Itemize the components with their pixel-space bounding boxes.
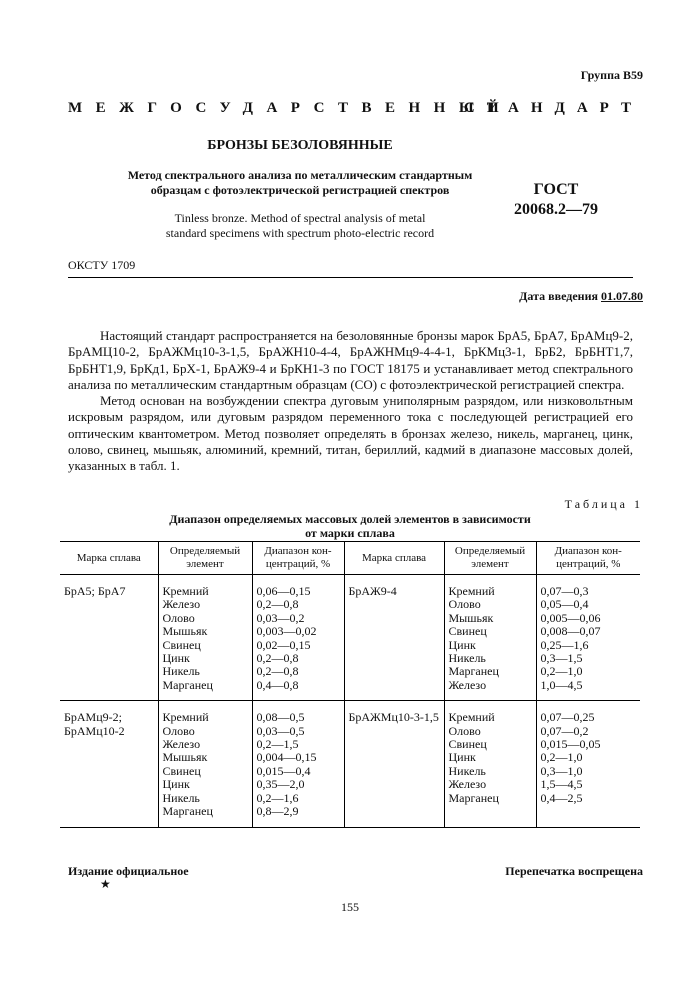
header-element: Определяемый элемент [444,542,536,575]
element-name: Железо [162,597,201,612]
range-value: 0,2—1,0 [540,750,583,765]
element-name: Олово [448,723,481,738]
range-value: 0,02—0,15 [256,637,311,652]
range-value: 0,3—1,5 [540,651,583,666]
table-header-row [60,542,640,575]
alloy-name: БрА5; БрА7 [64,584,126,598]
star-icon: ★ [100,877,111,891]
interstate-label: МЕЖГОСУДАРСТВЕННЫЙ [68,100,513,116]
header-divider [68,277,633,278]
paragraph: Настоящий стандарт распространяется на безоловянные бронзы марок БрА5, БрА7, БрАМц9-2, БрАМЦ10-2, БрАЖМц10-3-1,5, БрАЖН10-4-4, БрАЖНМц9-4-4-1, БрКМц3-1, БрБ2, БрБНТ1,7, БрБНТ1,9, БрКд1, БрХ-1, БрАЖ9-4 и БрКН1-3 по ГОСТ 18175 и устанавливает метод спектрального анализа по металлическим стандартным образцам (СО) с фотоэлектрической регистрацией спектра. [68,328,633,392]
range-value: 0,03—0,5 [256,723,305,738]
table-caption-line: от марки сплава [305,526,395,540]
element-name: Никель [162,790,200,805]
elements-cell [158,701,252,827]
table-number: Таблица 1 [564,497,643,511]
range-value: 0,2—1,6 [256,790,299,805]
range-value: 0,8—2,9 [256,804,299,819]
english-title [90,211,510,241]
element-name: Кремний [448,584,495,598]
english-title-line: Tinless bronze. Method of spectral analysis of metal [174,211,426,225]
range-value: 0,06—0,15 [256,584,311,598]
table-row [60,701,640,827]
table-row [60,575,640,701]
page-number: 155 [341,900,359,914]
introduction-date-value: 01.07.80 [601,289,643,303]
header-range: Диапазон кон-центраций, % [536,542,640,575]
element-name: Кремний [162,710,209,725]
range-value: 0,07—0,2 [540,723,589,738]
header-element: Определяемый элемент [158,542,252,575]
element-name: Олово [162,610,195,625]
gost-number: 20068.2—79 [514,201,598,218]
element-name: Марганец [162,677,213,692]
element-name: Марганец [448,664,499,679]
element-name: Никель [162,664,200,679]
element-name: Никель [448,651,486,666]
elements-cell [158,575,252,701]
alloy-cell [60,575,158,701]
range-value: 0,4—2,5 [540,790,583,805]
range-value: 0,2—0,8 [256,651,299,666]
document-title: БРОНЗЫ БЕЗОЛОВЯННЫЕ [207,138,393,153]
subtitle-line: Метод спектрального анализа по металлическим стандартным [127,168,473,182]
range-value: 0,003—0,02 [256,624,317,639]
element-name: Железо [162,737,201,752]
range-value: 0,3—1,0 [540,763,583,778]
alloy-name: БрАМц10-2 [64,723,125,738]
elements-cell [444,701,536,827]
element-name: Цинк [448,637,476,652]
range-value: 0,2—1,5 [256,737,299,752]
range-value: 0,03—0,2 [256,610,305,625]
range-value: 0,2—0,8 [256,597,299,612]
introduction-date-label: Дата введения [519,289,601,303]
paragraph: Метод основан на возбуждении спектра дуговым униполярным разрядом, или низковольтным искровым разрядом, или дуговым разрядом переменного тока с последующей регистрацией его оптическим квантометром. Метод позволяет определять в бронзах железо, никель, марганец, цинк, олово, свинец, мышьяк, алюминий, кремний, титан, бериллий, кадмий в диапазоне массовых долей, указанных в табл. 1. [68,393,633,474]
table-caption-line: Диапазон определяемых массовых долей элементов в зависимости [169,512,531,526]
group-code: Группа В59 [580,68,643,82]
element-name: Цинк [162,777,190,792]
alloy-cell [60,701,158,827]
element-name: Мышьяк [162,624,208,639]
range-value: 0,25—1,6 [540,637,589,652]
element-name: Свинец [448,624,487,639]
element-name: Олово [448,597,481,612]
ranges-table [60,541,640,828]
range-value: 0,07—0,3 [540,584,589,598]
element-name: Олово [162,723,195,738]
range-value: 0,2—0,8 [256,664,299,679]
alloy-cell [344,575,444,701]
header-alloy: Марка сплава [344,542,444,575]
ranges-cell [252,701,344,827]
element-name: Железо [448,777,487,792]
oksty-code: ОКСТУ 1709 [68,258,136,272]
header-alloy: Марка сплава [60,542,158,575]
ranges-cell [252,575,344,701]
official-edition: Издание официальное [68,864,189,878]
range-value: 0,2—1,0 [540,664,583,679]
element-name: Никель [448,763,486,778]
element-name: Мышьяк [448,610,494,625]
range-value: 0,008—0,07 [540,624,601,639]
range-value: 0,08—0,5 [256,710,305,725]
gost-label: ГОСТ [533,181,579,198]
element-name: Свинец [162,763,201,778]
range-value: 0,005—0,06 [540,610,601,625]
range-value: 0,05—0,4 [540,597,589,612]
standard-label: СТАНДАРТ [463,100,643,116]
range-value: 0,07—0,25 [540,710,595,725]
table-caption [120,512,580,540]
element-name: Кремний [162,584,209,598]
alloy-cell [344,701,444,827]
element-name: Кремний [448,710,495,725]
introduction-date [519,289,643,304]
element-name: Марганец [448,790,499,805]
range-value: 0,4—0,8 [256,677,299,692]
document-subtitle [90,168,510,198]
gost-designation [496,180,616,220]
alloy-name: БрАЖ9-4 [348,584,397,598]
subtitle-line: образцам с фотоэлектрической регистрацией спектров [150,183,450,197]
alloy-name: БрАЖМц10-3-1,5 [348,710,439,725]
range-value: 0,004—0,15 [256,750,317,765]
element-name: Цинк [162,651,190,666]
range-value: 1,5—4,5 [540,777,583,792]
alloy-name: БрАМц9-2; [64,710,122,725]
body-text [68,328,633,475]
element-name: Свинец [162,637,201,652]
header-range: Диапазон кон-центраций, % [252,542,344,575]
range-value: 0,015—0,05 [540,737,601,752]
english-title-line: standard specimens with spectrum photo-electric record [165,226,435,240]
ranges-cell [536,701,640,827]
element-name: Цинк [448,750,476,765]
element-name: Марганец [162,804,213,819]
element-name: Свинец [448,737,487,752]
element-name: Мышьяк [162,750,208,765]
elements-cell [444,575,536,701]
reprint-notice: Перепечатка воспрещена [505,864,643,878]
range-value: 0,015—0,4 [256,763,311,778]
ranges-cell [536,575,640,701]
element-name: Железо [448,677,487,692]
range-value: 1,0—4,5 [540,677,583,692]
range-value: 0,35—2,0 [256,777,305,792]
